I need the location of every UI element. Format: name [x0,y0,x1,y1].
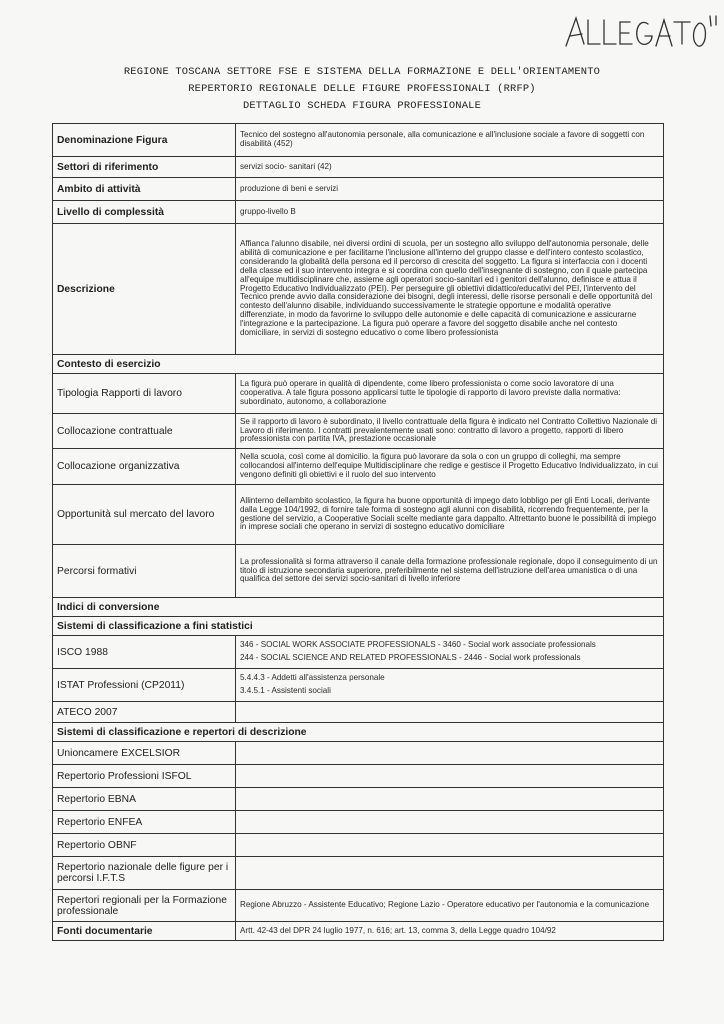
row-value: Nella scuola, così come al domicilio. la figura può lavorare da sola o con un gruppo di colleghi, ma sempre collocandosi all'interno dell'equipe Multidisciplinare che redige e gestisce il Progetto Educativo Individualizzato, in cui vengono definiti gli obiettivi e il ruolo del suo intervento [236,449,664,485]
row-value: La figura può operare in qualità di dipendente, come libero professionista o come socio lavoratore di una cooperativa. A tale figura possono applicarsi tutte le tipologie di rapporto di lavoro previste dalla normativa: subordinato, autonomo, a collaborazione [236,374,664,414]
table-row [53,834,664,857]
row-label: Ambito di attività [53,178,236,201]
table-row [53,742,664,765]
row-label: Collocazione organizzativa [53,449,236,485]
figure-detail-table [52,123,664,941]
row-label: Descrizione [53,224,236,355]
row-label: Repertorio ENFEA [53,811,236,834]
table-row [53,636,664,669]
table-row [53,890,664,922]
row-value: Se il rapporto di lavoro è subordinato, il livello contrattuale della figura è indicato nel Contratto Collettivo Nazionale di Lavoro di riferimento. I contratti prevalentemente usati sono: contratto di lavoro a progetto, rapporti di libero professionista con partita IVA, prestazione occasionale [236,414,664,449]
table-row [53,157,664,178]
row-label: Opportunità sul mercato del lavoro [53,485,236,545]
row-label: Repertori regionali per la Formazione professionale [53,890,236,922]
row-value [236,811,664,834]
row-label: ISCO 1988 [53,636,236,669]
section-heading: Indici di conversione [53,598,664,617]
row-value: Allinterno dellambito scolastico, la figura ha buone opportunità di impego dato lobbligo per gli Enti Locali, derivante dalla Legge 104/1992, di fornire tale forma di sostegno agli alunni con disabilità, ricorrendo frequentemente, per la gestione del servizio, a Cooperative Sociali scelte mediante gara dappalto. Altrettanto buone le possibilità di impiego in imprese sociali che operano in servizi di sostegno educativo domiciliare [236,485,664,545]
row-label: Percorsi formativi [53,545,236,598]
header-line-1: REGIONE TOSCANA SETTORE FSE E SISTEMA DELLA FORMAZIONE E DELL'ORIENTAMENTO [123,66,601,78]
row-label: Repertorio EBNA [53,788,236,811]
row-value [236,834,664,857]
row-value: Regione Abruzzo - Assistente Educativo; Regione Lazio - Operatore educativo per l'autonomia e la comunicazione [236,890,664,922]
section-heading: Sistemi di classificazione a fini statistici [53,617,664,636]
table-row [53,669,664,702]
row-value [236,702,664,723]
table-row [53,449,664,485]
row-value: Tecnico del sostegno all'autonomia personale, alla comunicazione e all'inclusione sociale a favore di soggetti con disabilità (452) [236,124,664,157]
row-value [236,765,664,788]
isco-code: 346 - SOCIAL WORK ASSOCIATE PROFESSIONALS - 3460 - Social work associate professionals [240,640,596,650]
row-value [236,636,664,669]
row-label: Repertorio OBNF [53,834,236,857]
section-row [53,617,664,636]
row-label: Fonti documentarie [53,922,236,941]
table-row [53,374,664,414]
row-value [236,669,664,702]
table-row [53,702,664,723]
row-value: La professionalità si forma attraverso il canale della formazione professionale regionale, dopo il conseguimento di un titolo di istruzione secondaria superiore, preferibilmente nel sistema dell'istruzione dell'area umanistica o di una qualifica del settore dei servizi socio-sanitari di livello inferiore [236,545,664,598]
istat-code: 3.4.5.1 - Assistenti sociali [240,686,331,695]
header-line-3: DETTAGLIO SCHEDA FIGURA PROFESSIONALE [242,100,482,112]
row-label: Tipologia Rapporti di lavoro [53,374,236,414]
row-label: Livello di complessità [53,201,236,224]
row-value: gruppo-livello B [236,201,664,224]
row-value: Affianca l'alunno disabile, nei diversi ordini di scuola, per un sostegno allo sviluppo dell'autonomia personale, delle abilità di comunicazione e per facilitarne l'inclusione all'interno del gruppo classe e dell'intero contesto scolastico, considerando la globalità della persona ed il percorso di crescita del soggetto. La figura si interfaccia con i docenti della classe ed il suo intervento integra e si coordina con quello dell'insegnante di sostegno, con il quale partecipa all'equipe multidisciplinare che, assieme agli operatori socio-sanitari ed i genitori dell'alunno, definisce e attua il Progetto Educativo Individualizzato (PEI). Per perseguire gli obiettivi didattico/educativi del PEI, l'intervento del Tecnico prende avvio dalla considerazione dei bisogni, degli interessi, delle risorse personali e delle opportunità del contesto dell'alunno disabile, individuando successivamente le strategie opportune e modalità operative differenziate, in modo da favorirne lo sviluppo delle autonomie e delle capacità di comunicazione e assicurarne l'integrazione e la partecipazione. La figura può operare a favore del soggetto disabile anche nel contesto domiciliare, in servizi di sostegno educativo o come libero professionista [236,224,664,355]
table-row [53,224,664,355]
table-row [53,178,664,201]
row-label: Denominazione Figura [53,124,236,157]
table-row [53,414,664,449]
table-row [53,857,664,890]
section-row [53,723,664,742]
table-row [53,811,664,834]
row-value [236,788,664,811]
section-heading: Contesto di esercizio [53,355,664,374]
table-row [53,788,664,811]
handwritten-annotation [560,8,720,56]
row-label: Unioncamere EXCELSIOR [53,742,236,765]
row-value: Artt. 42-43 del DPR 24 luglio 1977, n. 616; art. 13, comma 3, della Legge quadro 104/92 [236,922,664,941]
table-row [53,201,664,224]
row-label: ISTAT Professioni (CP2011) [53,669,236,702]
table-row [53,124,664,157]
row-value [236,857,664,890]
section-heading: Sistemi di classificazione e repertori di descrizione [53,723,664,742]
section-row [53,355,664,374]
header-line-2: REPERTORIO REGIONALE DELLE FIGURE PROFESSIONALI (RRFP) [188,83,536,95]
row-value: servizi socio- sanitari (42) [236,157,664,178]
table-row [53,545,664,598]
row-label: Repertorio Professioni ISFOL [53,765,236,788]
section-row [53,598,664,617]
row-label: Collocazione contrattuale [53,414,236,449]
row-label: ATECO 2007 [53,702,236,723]
table-row [53,485,664,545]
row-label: Settori di riferimento [53,157,236,178]
istat-code: 5.4.4.3 - Addetti all'assistenza personale [240,673,385,683]
row-label: Repertorio nazionale delle figure per i percorsi I.F.T.S [53,857,236,890]
row-value [236,742,664,765]
table-row [53,765,664,788]
row-value: produzione di beni e servizi [236,178,664,201]
isco-code: 244 - SOCIAL SCIENCE AND RELATED PROFESSIONALS - 2446 - Social work professionals [240,653,581,662]
table-row [53,922,664,941]
